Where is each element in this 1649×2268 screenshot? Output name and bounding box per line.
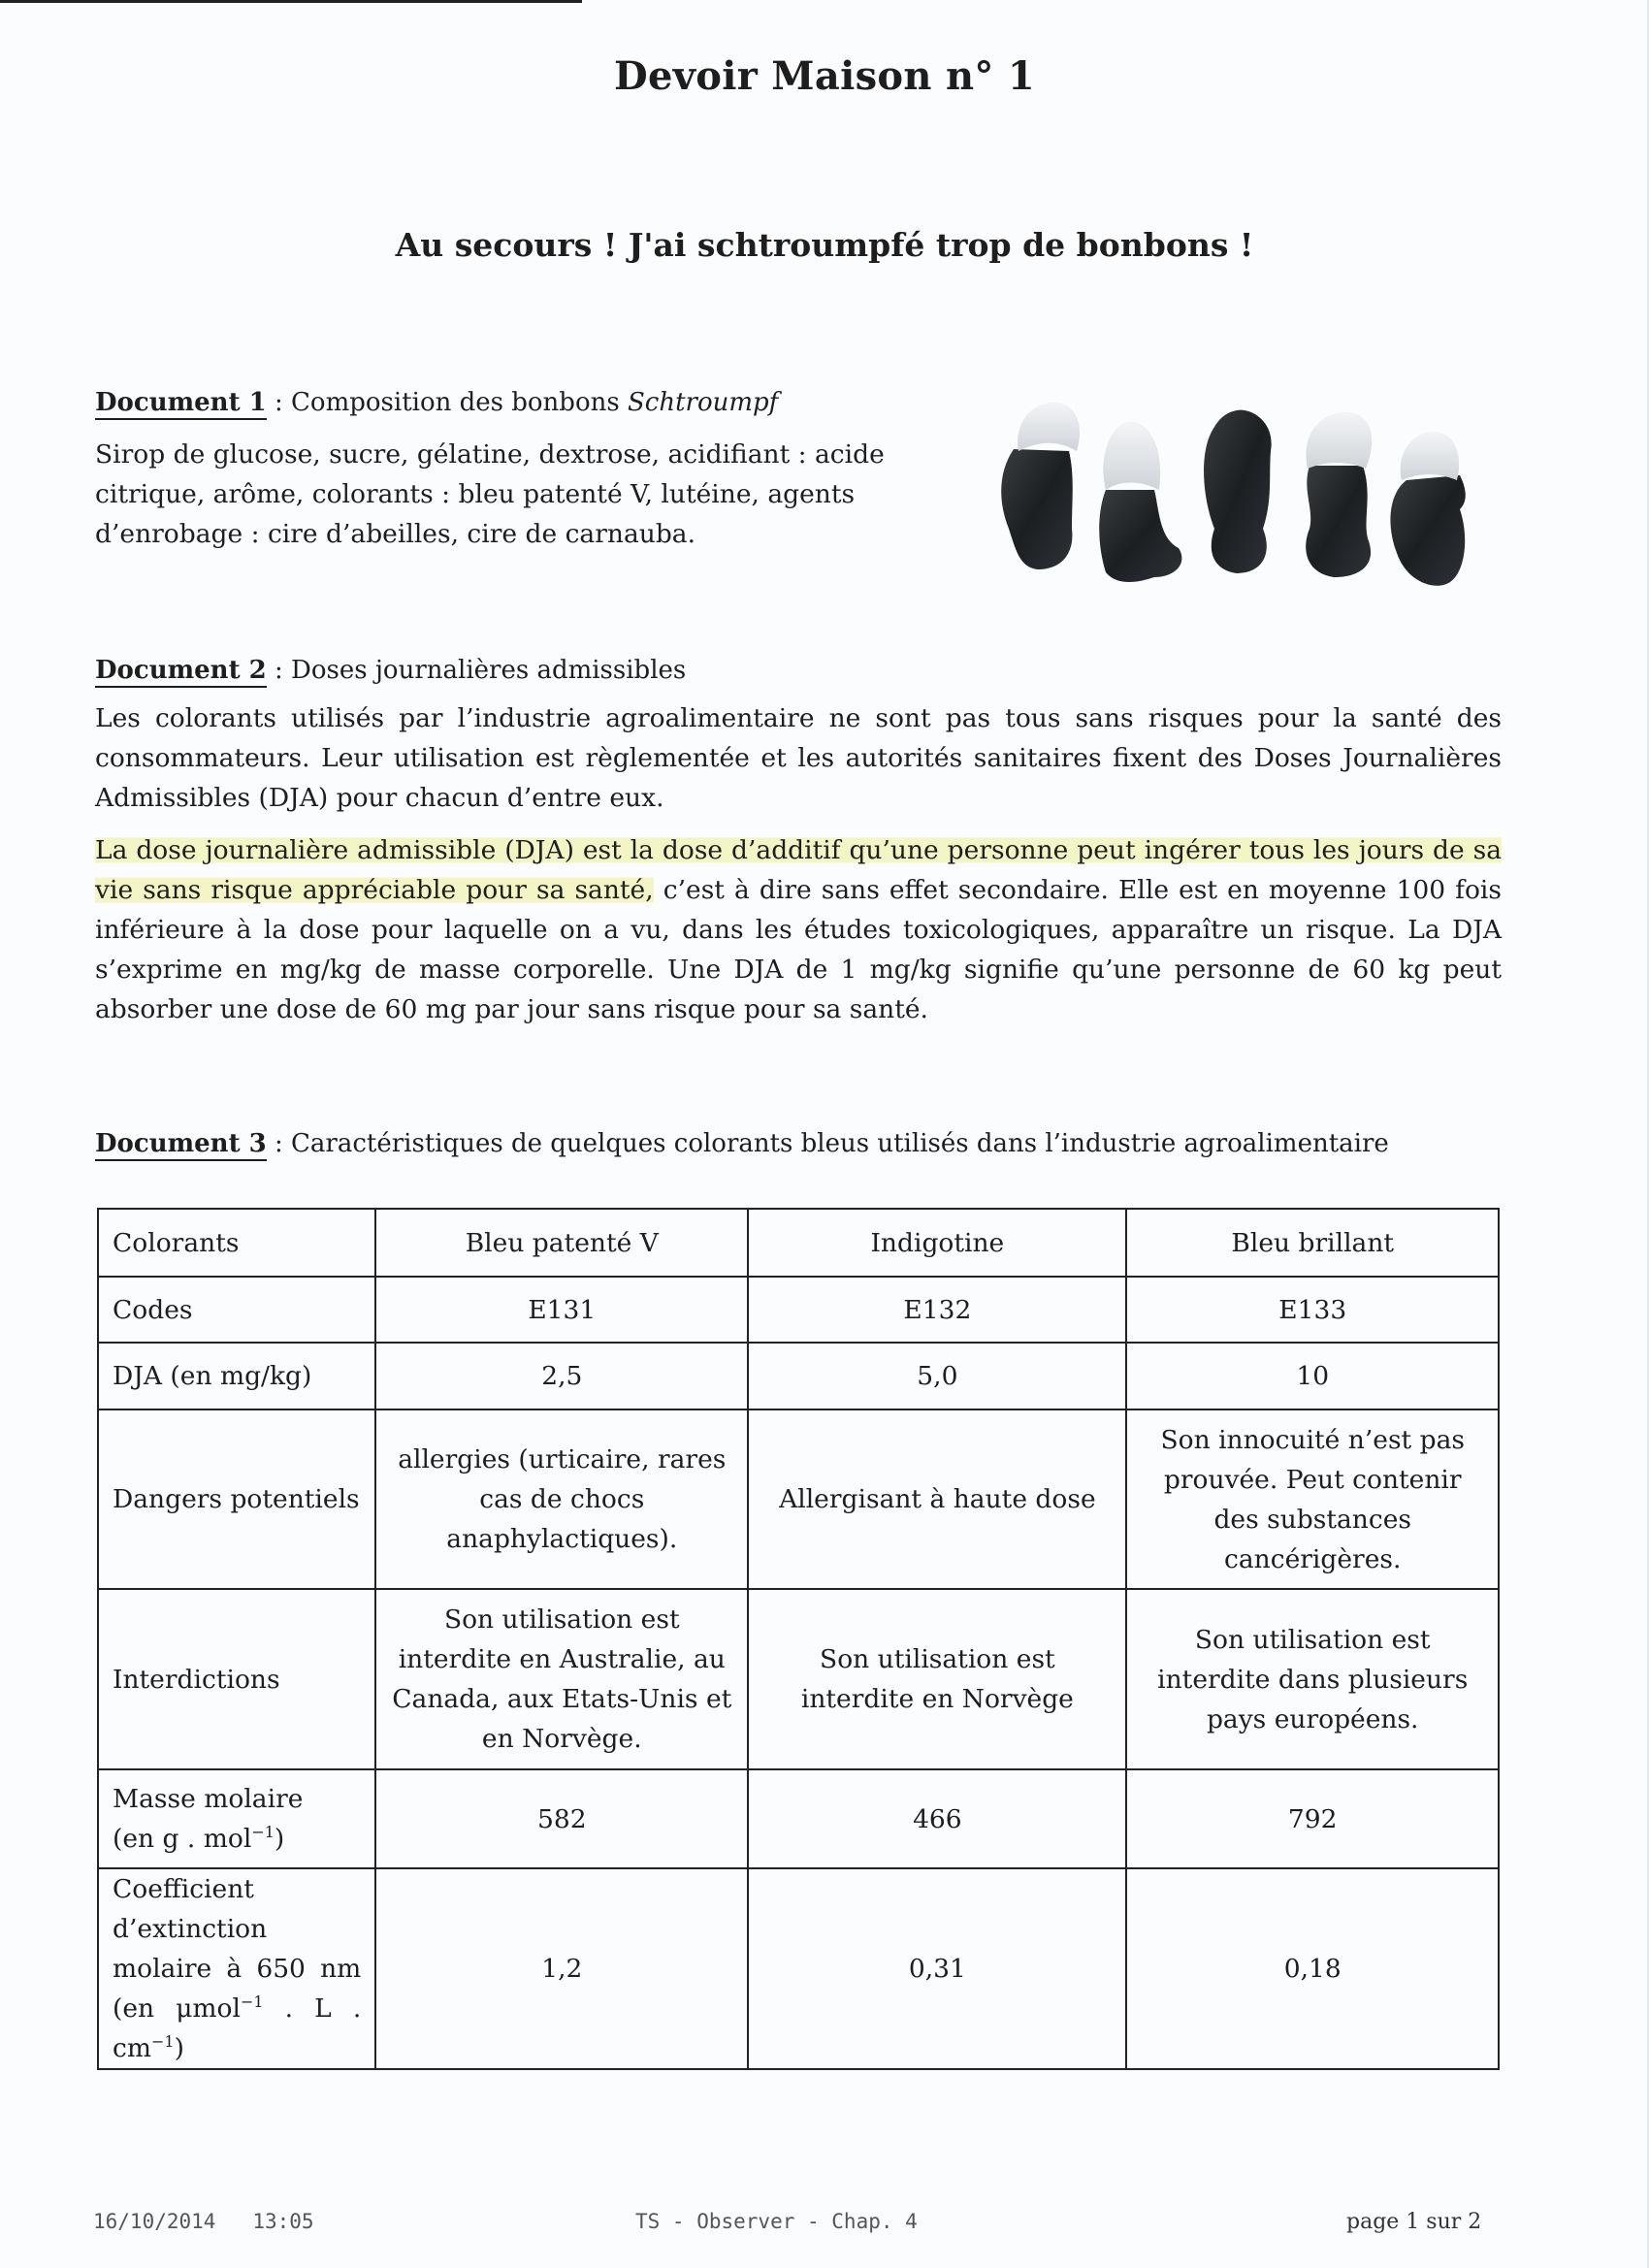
heading-separator: : [266,656,292,685]
footer-page-number: page 1 sur 2 [1346,2210,1482,2234]
document1-heading-text [291,388,778,417]
document3-heading-text: Caractéristiques de quelques colorants bleus utilisés dans l’industrie agroalimentaire [291,1129,1389,1158]
candy-4 [1306,412,1372,577]
row-label [98,1769,375,1868]
table-cell: 582 [375,1769,748,1868]
row-label: DJA (en mg/kg) [98,1343,375,1409]
table-cell: Son utilisation est interdite en Australie, au Canada, aux Etats-Unis et en Norvège. [375,1589,748,1769]
table-cell: E133 [1126,1277,1499,1343]
row-label: Dangers potentiels [98,1409,375,1589]
row-label: Interdictions [98,1589,375,1769]
row-label [98,1868,375,2069]
table-row [98,1589,1499,1769]
table-cell: Son utilisation est interdite dans plusieurs pays européens. [1126,1589,1499,1769]
document1-label: Document 1 [95,388,267,420]
table-row [98,1277,1499,1343]
table-cell: 1,2 [375,1868,748,2069]
unit-exponent: −1 [150,2032,175,2052]
document2-heading-text: Doses journalières admissibles [291,656,687,685]
candies-image [960,383,1504,606]
table-cell: 0,18 [1126,1868,1499,2069]
document3-heading [95,1129,1389,1158]
table-cell: 2,5 [375,1343,748,1409]
candy-1 [1001,403,1080,569]
row-label-unit: μmol [176,1993,241,2024]
document1-body: Sirop de glucose, sucre, gélatine, dextrose, acidifiant : acide citrique, arôme, colorants : bleu patenté V, lutéine, agents d’enrobage : cire d’abeilles, cire de carnauba. [95,439,885,549]
candy-2 [1099,422,1181,582]
footer-datetime: 16/10/2014 13:05 [93,2210,314,2233]
row-label-text: Coefficient d’extinction molaire à 650 nm (en [113,1874,362,2024]
table-cell: 792 [1126,1769,1499,1868]
table-cell: 10 [1126,1343,1499,1409]
table-cell: Allergisant à haute dose [748,1409,1126,1589]
row-label-line: Masse molaire [113,1784,304,1814]
heading-separator: : [266,388,292,417]
document2-label: Document 2 [95,656,267,688]
row-label-unit-end: ) [174,2033,184,2063]
dyes-table [97,1208,1500,2070]
table-row [98,1343,1499,1409]
table-cell: Son utilisation est interdite en Norvège [748,1589,1126,1769]
table-row [98,1409,1499,1589]
row-label-unit: . L . cm [113,1993,362,2063]
table-header-cell: Indigotine [748,1209,1126,1277]
row-label-unit: (en g . mol [113,1824,252,1854]
paragraph2-rest: c’est à dire sans effet secondaire. Elle est en moyenne 100 fois inférieure à la dose pour laquelle on a vu, dans les études toxicologiques, apparaître un risque. La DJA s’exprime en mg/kg de masse corporelle. Une DJA de 1 mg/kg signifie qu’une personne de 60 kg peut absorber une dose de 60 mg par jour sans risque pour sa santé. [95,875,1503,1024]
heading-separator: : [266,1129,292,1158]
table-cell: E132 [748,1277,1126,1343]
row-label-unit-end: ) [274,1824,285,1854]
highlighted-text: La dose journalière admissible (DJA) est la dose d’additif qu’une personne peut ingérer tous les jours de sa vie sans risque appréciable pour sa santé, [95,835,1502,905]
document1-heading-italic: Schtroumpf [627,388,779,417]
table-cell: 0,31 [748,1868,1126,2069]
table-cell: Colorants [98,1209,375,1277]
document2-heading [95,656,686,685]
document1-heading-plain: Composition des bonbons [291,388,628,417]
unit-exponent: −1 [240,1993,264,2012]
table-row [98,1769,1499,1868]
table-cell: 5,0 [748,1343,1126,1409]
row-label: Codes [98,1277,375,1343]
table-cell: E131 [375,1277,748,1343]
page-title: Devoir Maison n° 1 [613,53,1036,99]
candy-3 [1204,410,1272,573]
scan-edge [0,0,582,3]
table-cell: 466 [748,1769,1126,1868]
table-header-row [98,1209,1499,1277]
table-row [98,1868,1499,2069]
table-cell: Son innocuité n’est pas prouvée. Peut contenir des substances cancérigères. [1126,1409,1499,1589]
table-cell: allergies (urticaire, rares cas de chocs anaphylactiques). [375,1409,748,1589]
unit-exponent: −1 [251,1823,275,1842]
document1-heading [95,388,778,417]
document2-paragraph2 [95,830,1502,1029]
document2-paragraph1: Les colorants utilisés par l’industrie agroalimentaire ne sont pas tous sans risques pour la santé des consommateurs. Leur utilisation est règlementée et les autorités sanitaires fixent des Doses Journalières Admissibles (DJA) pour chacun d’entre eux. [95,703,1502,813]
page-subtitle: Au secours ! J'ai schtroumpfé trop de bonbons ! [395,226,1254,264]
table-header-cell: Bleu brillant [1126,1209,1499,1277]
candy-5 [1390,432,1465,586]
table-header-cell: Bleu patenté V [375,1209,748,1277]
footer-course: TS - Observer - Chap. 4 [635,2210,918,2233]
document3-label: Document 3 [95,1129,267,1161]
